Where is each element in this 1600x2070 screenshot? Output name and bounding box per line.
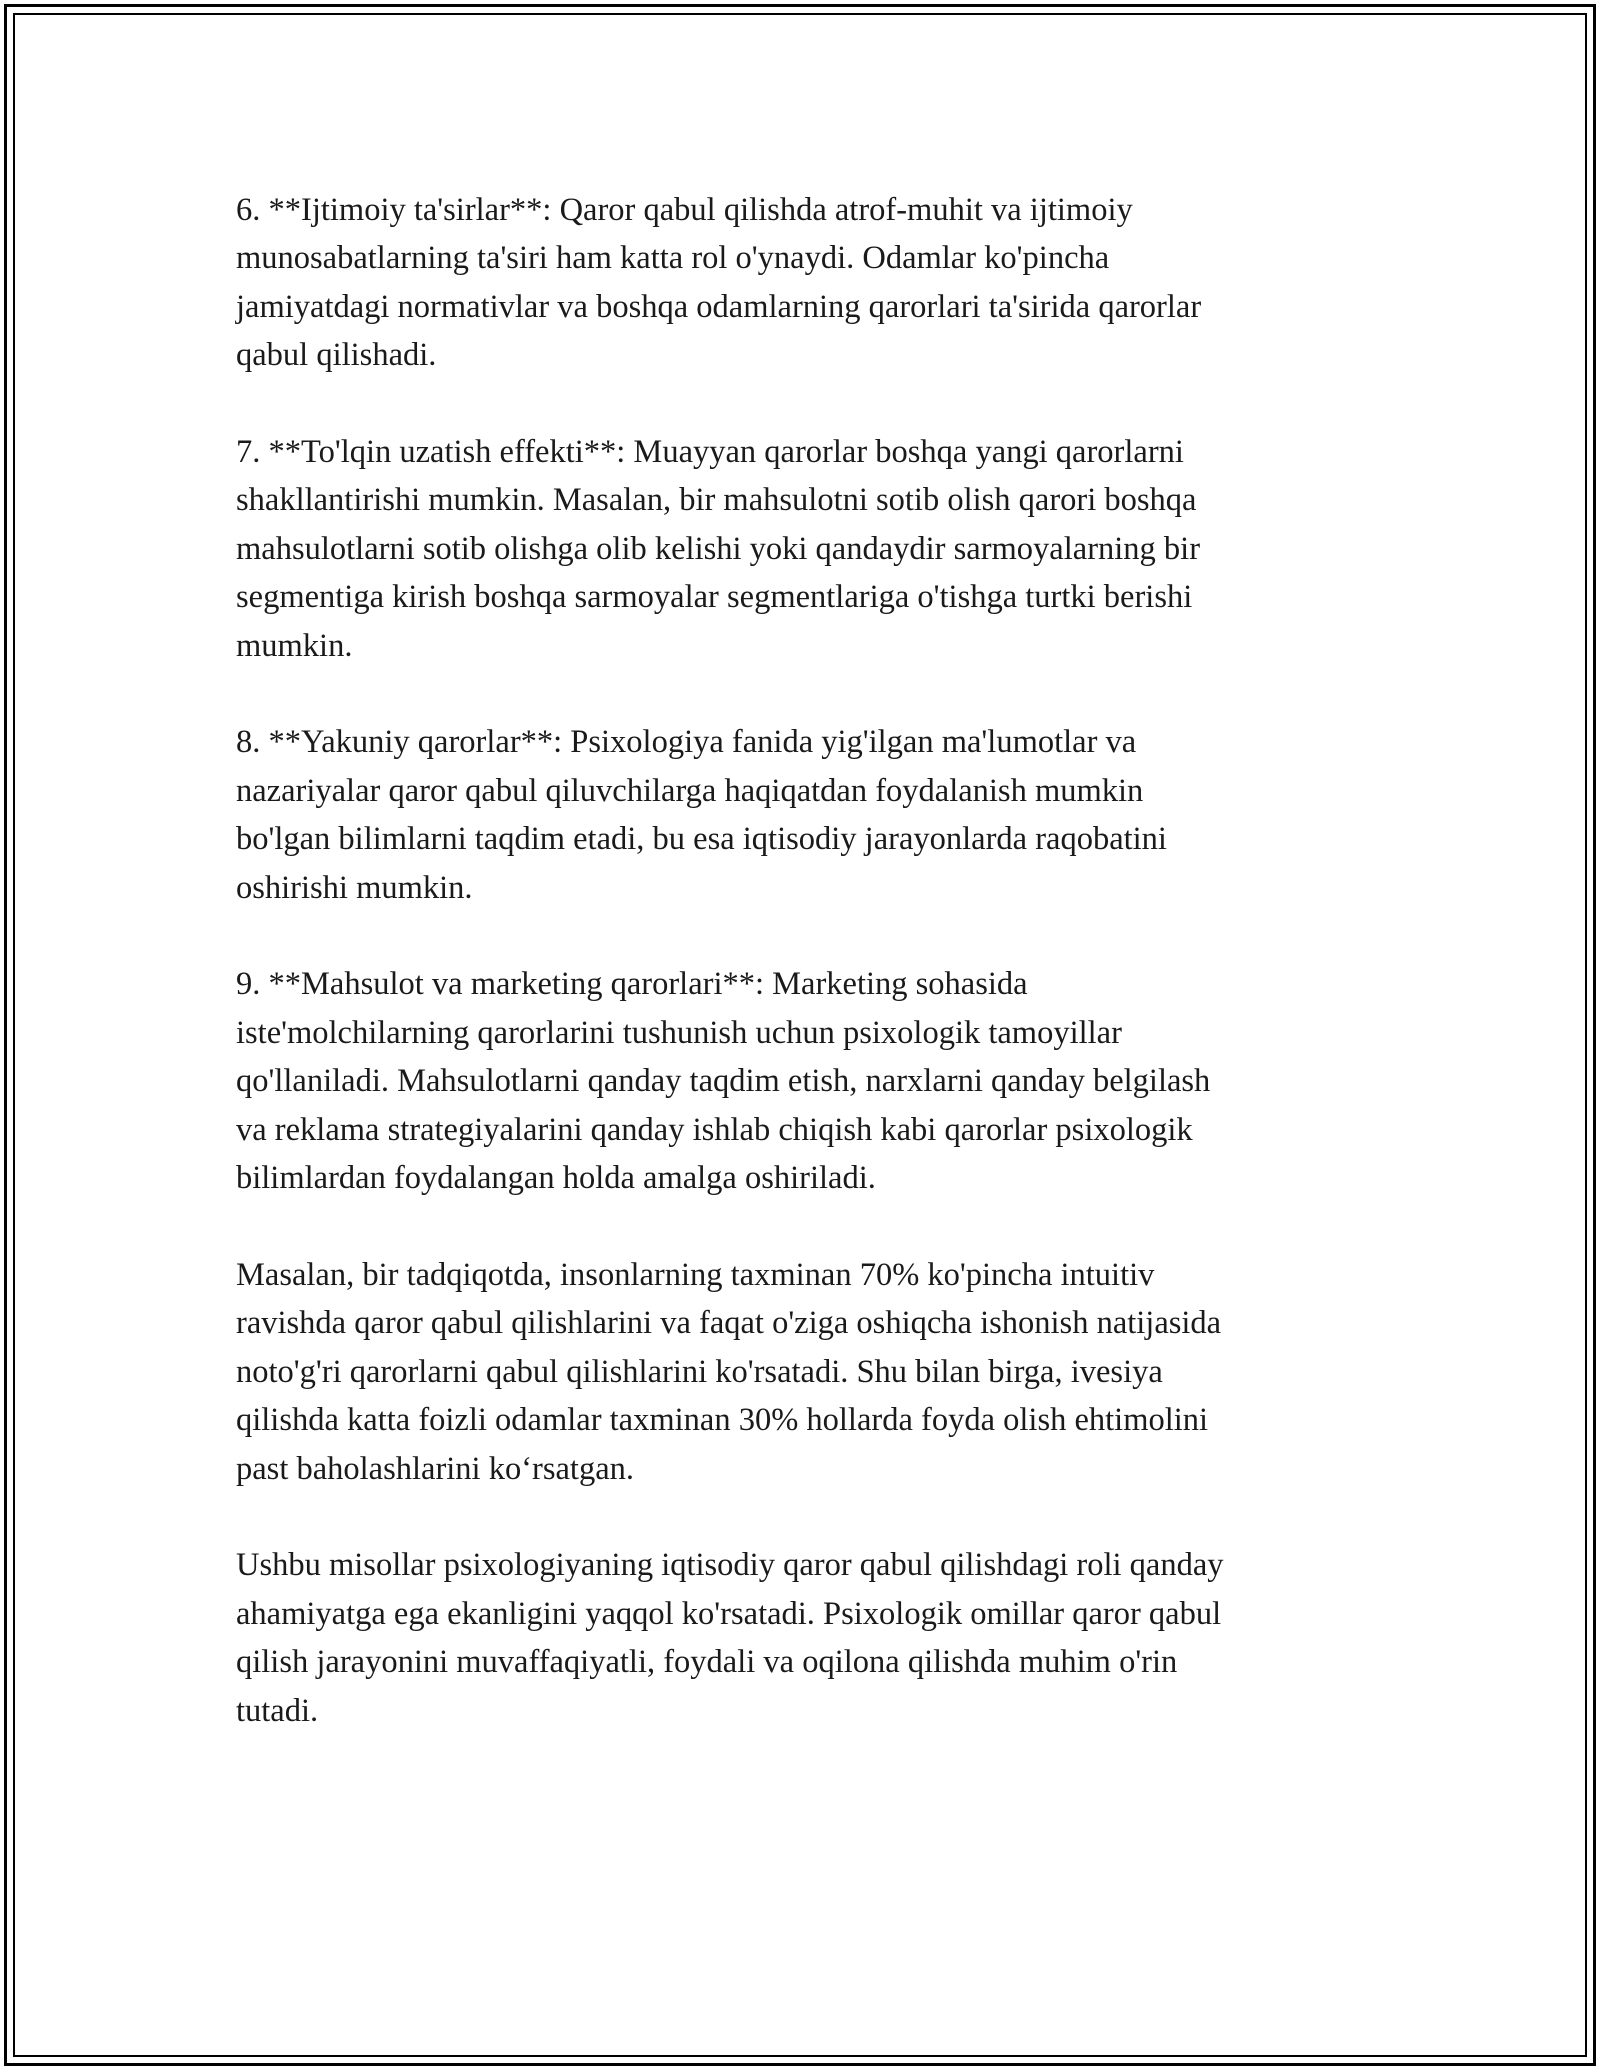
paragraph-final-decisions [236,718,1366,912]
text-line: jamiyatdagi normativlar va boshqa odamlarning qarorlari ta'sirida qarorlar [236,288,1202,325]
paragraph-product-marketing [236,960,1366,1202]
text-line: tutadi. [236,1692,319,1729]
text-line: noto'g'ri qarorlarni qabul qilishlarini ko'rsatadi. Shu bilan birga, ivesiya [236,1353,1163,1390]
text-line: bo'lgan bilimlarni taqdim etadi, bu esa iqtisodiy jarayonlarda raqobatini [236,821,1167,858]
text-line: segmentiga kirish boshqa sarmoyalar segmentlariga o'tishga turtki berishi [236,579,1193,616]
text-line: ravishda qaror qabul qilishlarini va faqat o'ziga oshiqcha ishonish natijasida [236,1305,1222,1342]
text-line: qo'llaniladi. Mahsulotlarni qanday taqdim etish, narxlarni qanday belgilash [236,1063,1211,1100]
paragraph-ripple-effect [236,428,1366,670]
text-line: 8. **Yakuniy qarorlar**: Psixologiya fanida yig'ilgan ma'lumotlar va [236,724,1137,761]
text-line: qilish jarayonini muvaffaqiyatli, foydali va oqilona qilishda muhim o'rin [236,1644,1178,1681]
text-line: 7. **To'lqin uzatish effekti**: Muayyan qarorlar boshqa yangi qarorlarni [236,434,1184,471]
text-line: Masalan, bir tadqiqotda, insonlarning taxminan 70% ko'pincha intuitiv [236,1256,1155,1293]
text-line: Ushbu misollar psixologiyaning iqtisodiy qaror qabul qilishdagi roli qanday [236,1547,1224,1584]
text-line: mahsulotlarni sotib olishga olib kelishi yoki qandaydir sarmoyalarning bir [236,530,1201,567]
text-line: mumkin. [236,627,353,664]
text-line: bilimlardan foydalangan holda amalga oshiriladi. [236,1160,876,1197]
paragraph-social-influences [236,186,1366,380]
text-line: munosabatlarning ta'siri ham katta rol o'ynaydi. Odamlar ko'pincha [236,240,1110,277]
paragraph-research-example [236,1251,1366,1493]
text-line: shakllantirishi mumkin. Masalan, bir mahsulotni sotib olish qarori boshqa [236,482,1197,519]
text-line: ahamiyatga ega ekanligini yaqqol ko'rsatadi. Psixologik omillar qaror qabul [236,1595,1222,1632]
text-line: past baholashlarini ko‘rsatgan. [236,1450,635,1487]
text-line: qilishda katta foizli odamlar taxminan 30% hollarda foyda olish ehtimolini [236,1402,1209,1439]
document-body [236,186,1366,1783]
text-line: iste'molchilarning qarorlarini tushunish uchun psixologik tamoyillar [236,1014,1122,1051]
text-line: 9. **Mahsulot va marketing qarorlari**: Marketing sohasida [236,966,1028,1003]
text-line: qabul qilishadi. [236,337,437,374]
paragraph-conclusion [236,1541,1366,1735]
text-line: nazariyalar qaror qabul qiluvchilarga haqiqatdan foydalanish mumkin [236,772,1144,809]
text-line: va reklama strategiyalarini qanday ishlab chiqish kabi qarorlar psixologik [236,1111,1193,1148]
text-line: oshirishi mumkin. [236,869,473,906]
text-line: 6. **Ijtimoiy ta'sirlar**: Qaror qabul qilishda atrof-muhit va ijtimoiy [236,192,1133,228]
